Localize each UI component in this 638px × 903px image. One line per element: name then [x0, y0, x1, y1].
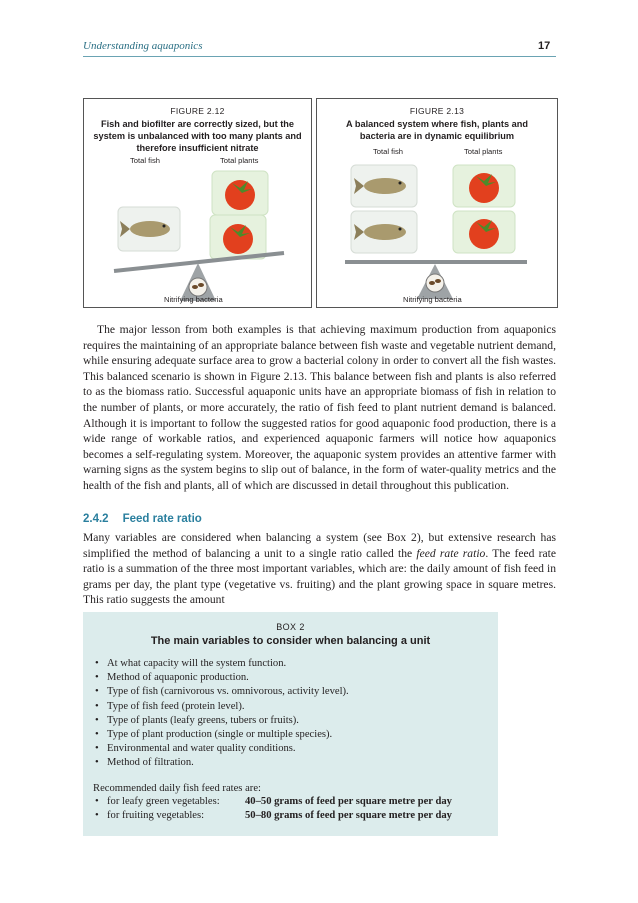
box-label: BOX 2 [276, 622, 305, 632]
figure-title-line: therefore insufficient nitrate [136, 143, 259, 153]
figure-title-line: system is unbalanced with too many plants and [93, 131, 302, 141]
fish-card [351, 165, 417, 207]
total-plants-label: Total plants [464, 147, 503, 156]
figure-title-line: bacteria are in dynamic equilibrium [359, 131, 515, 141]
rate-value: 40–50 grams of feed per square metre per day [245, 795, 452, 807]
figure-title-line: A balanced system where fish, plants and [346, 119, 528, 129]
paragraph-text: The major lesson from both examples is that achieving maximum production from aquaponics requires the maintaining of an appropriate balance between fish waste and vegetable nutrient demand, while ensuring adequate surface area to grow a bacterial colony in order to convert all the fish wastes. This balanced scenario is shown in Figure 2.13. This balance between fish and plants is also referred to as the biomass ratio. Successful aquaponic units have an appropriate biomass of fish in relation to the number of plants, or more accurately, the ratio of fish feed to plant nutrient demand is balanced. Although it is important to follow the suggested ratios for good aquaponic food production, there is a wide range of workable ratios, and experienced aquaponic farmers will notice how aquaponics becomes a self-regulating system. Moreover, the aquaponic system provides an attentive farmer with warning signs as the system begins to slip out of balance, in the form of water-quality metrics and the health of the fish and plants, all of which are discussed in detail throughout this publication. [83, 323, 556, 492]
plant-card [210, 215, 266, 259]
plant-card [453, 165, 515, 207]
feed-rates-list [95, 795, 498, 823]
fish-card [118, 207, 180, 251]
box-title: The main variables to consider when balancing a unit [150, 635, 431, 647]
variables-list [95, 657, 498, 771]
section-heading [83, 513, 202, 525]
nitrifying-bacteria-label: Nitrifying bacteria [403, 295, 462, 304]
fish-card [351, 211, 417, 253]
paragraph-text: . The feed rate ratio is a summation of the three most important variables, which are: the daily amount of fish feed in grams per day, the plant type (vegetative vs. fruiting) and the plant growing space in square metres. This ratio suggests the amount [83, 546, 556, 607]
list-item [95, 809, 498, 823]
rate-label: for fruiting vegetables: [107, 809, 205, 821]
box-2 [83, 612, 498, 836]
nitrifying-bacteria-label: Nitrifying bacteria [164, 295, 223, 304]
list-item: • Method of aquaponic production. [95, 671, 498, 685]
rate-value: 50–80 grams of feed per square metre per day [245, 809, 452, 821]
body-paragraph [83, 530, 556, 608]
body-paragraph [83, 322, 556, 494]
list-item: • At what capacity will the system function. [95, 657, 498, 671]
rates-intro: Recommended daily fish feed rates are: [93, 782, 261, 794]
balance-illustration [84, 163, 311, 307]
plant-card [212, 171, 268, 215]
list-item: • Type of plant production (single or multiple species). [95, 728, 498, 742]
section-number: 2.4.2 [83, 513, 109, 525]
list-item: • Type of fish (carnivorous vs. omnivorous, activity level). [95, 685, 498, 699]
list-item: • Type of fish feed (protein level). [95, 700, 498, 714]
total-fish-label: Total fish [373, 147, 403, 156]
list-item: • Environmental and water quality conditions. [95, 742, 498, 756]
rate-label: for leafy green vegetables: [107, 795, 220, 807]
total-fish-label: Total fish [130, 156, 160, 165]
balance-illustration [317, 159, 557, 307]
plant-card [453, 211, 515, 253]
list-item: • Method of filtration. [95, 756, 498, 770]
figure-2-13 [316, 98, 558, 308]
running-header-title: Understanding aquaponics [83, 40, 203, 52]
figure-title-line: Fish and biofilter are correctly sized, but the [101, 119, 294, 129]
figure-label: FIGURE 2.13 [409, 106, 465, 116]
paragraph-text: Many variables are considered when balancing a system (see Box 2), but extensive research has simplified the method of balancing a unit to a single ratio called the [83, 531, 556, 560]
section-title: Feed rate ratio [122, 513, 202, 525]
list-item: • Type of plants (leafy greens, tubers or fruits). [95, 714, 498, 728]
total-plants-label: Total plants [220, 156, 259, 165]
figure-label: FIGURE 2.12 [170, 106, 225, 116]
page-number: 17 [538, 40, 551, 52]
figure-2-12 [83, 98, 312, 308]
list-item [95, 795, 498, 809]
emphasized-term: feed rate ratio [416, 546, 486, 560]
header-divider [83, 56, 556, 57]
